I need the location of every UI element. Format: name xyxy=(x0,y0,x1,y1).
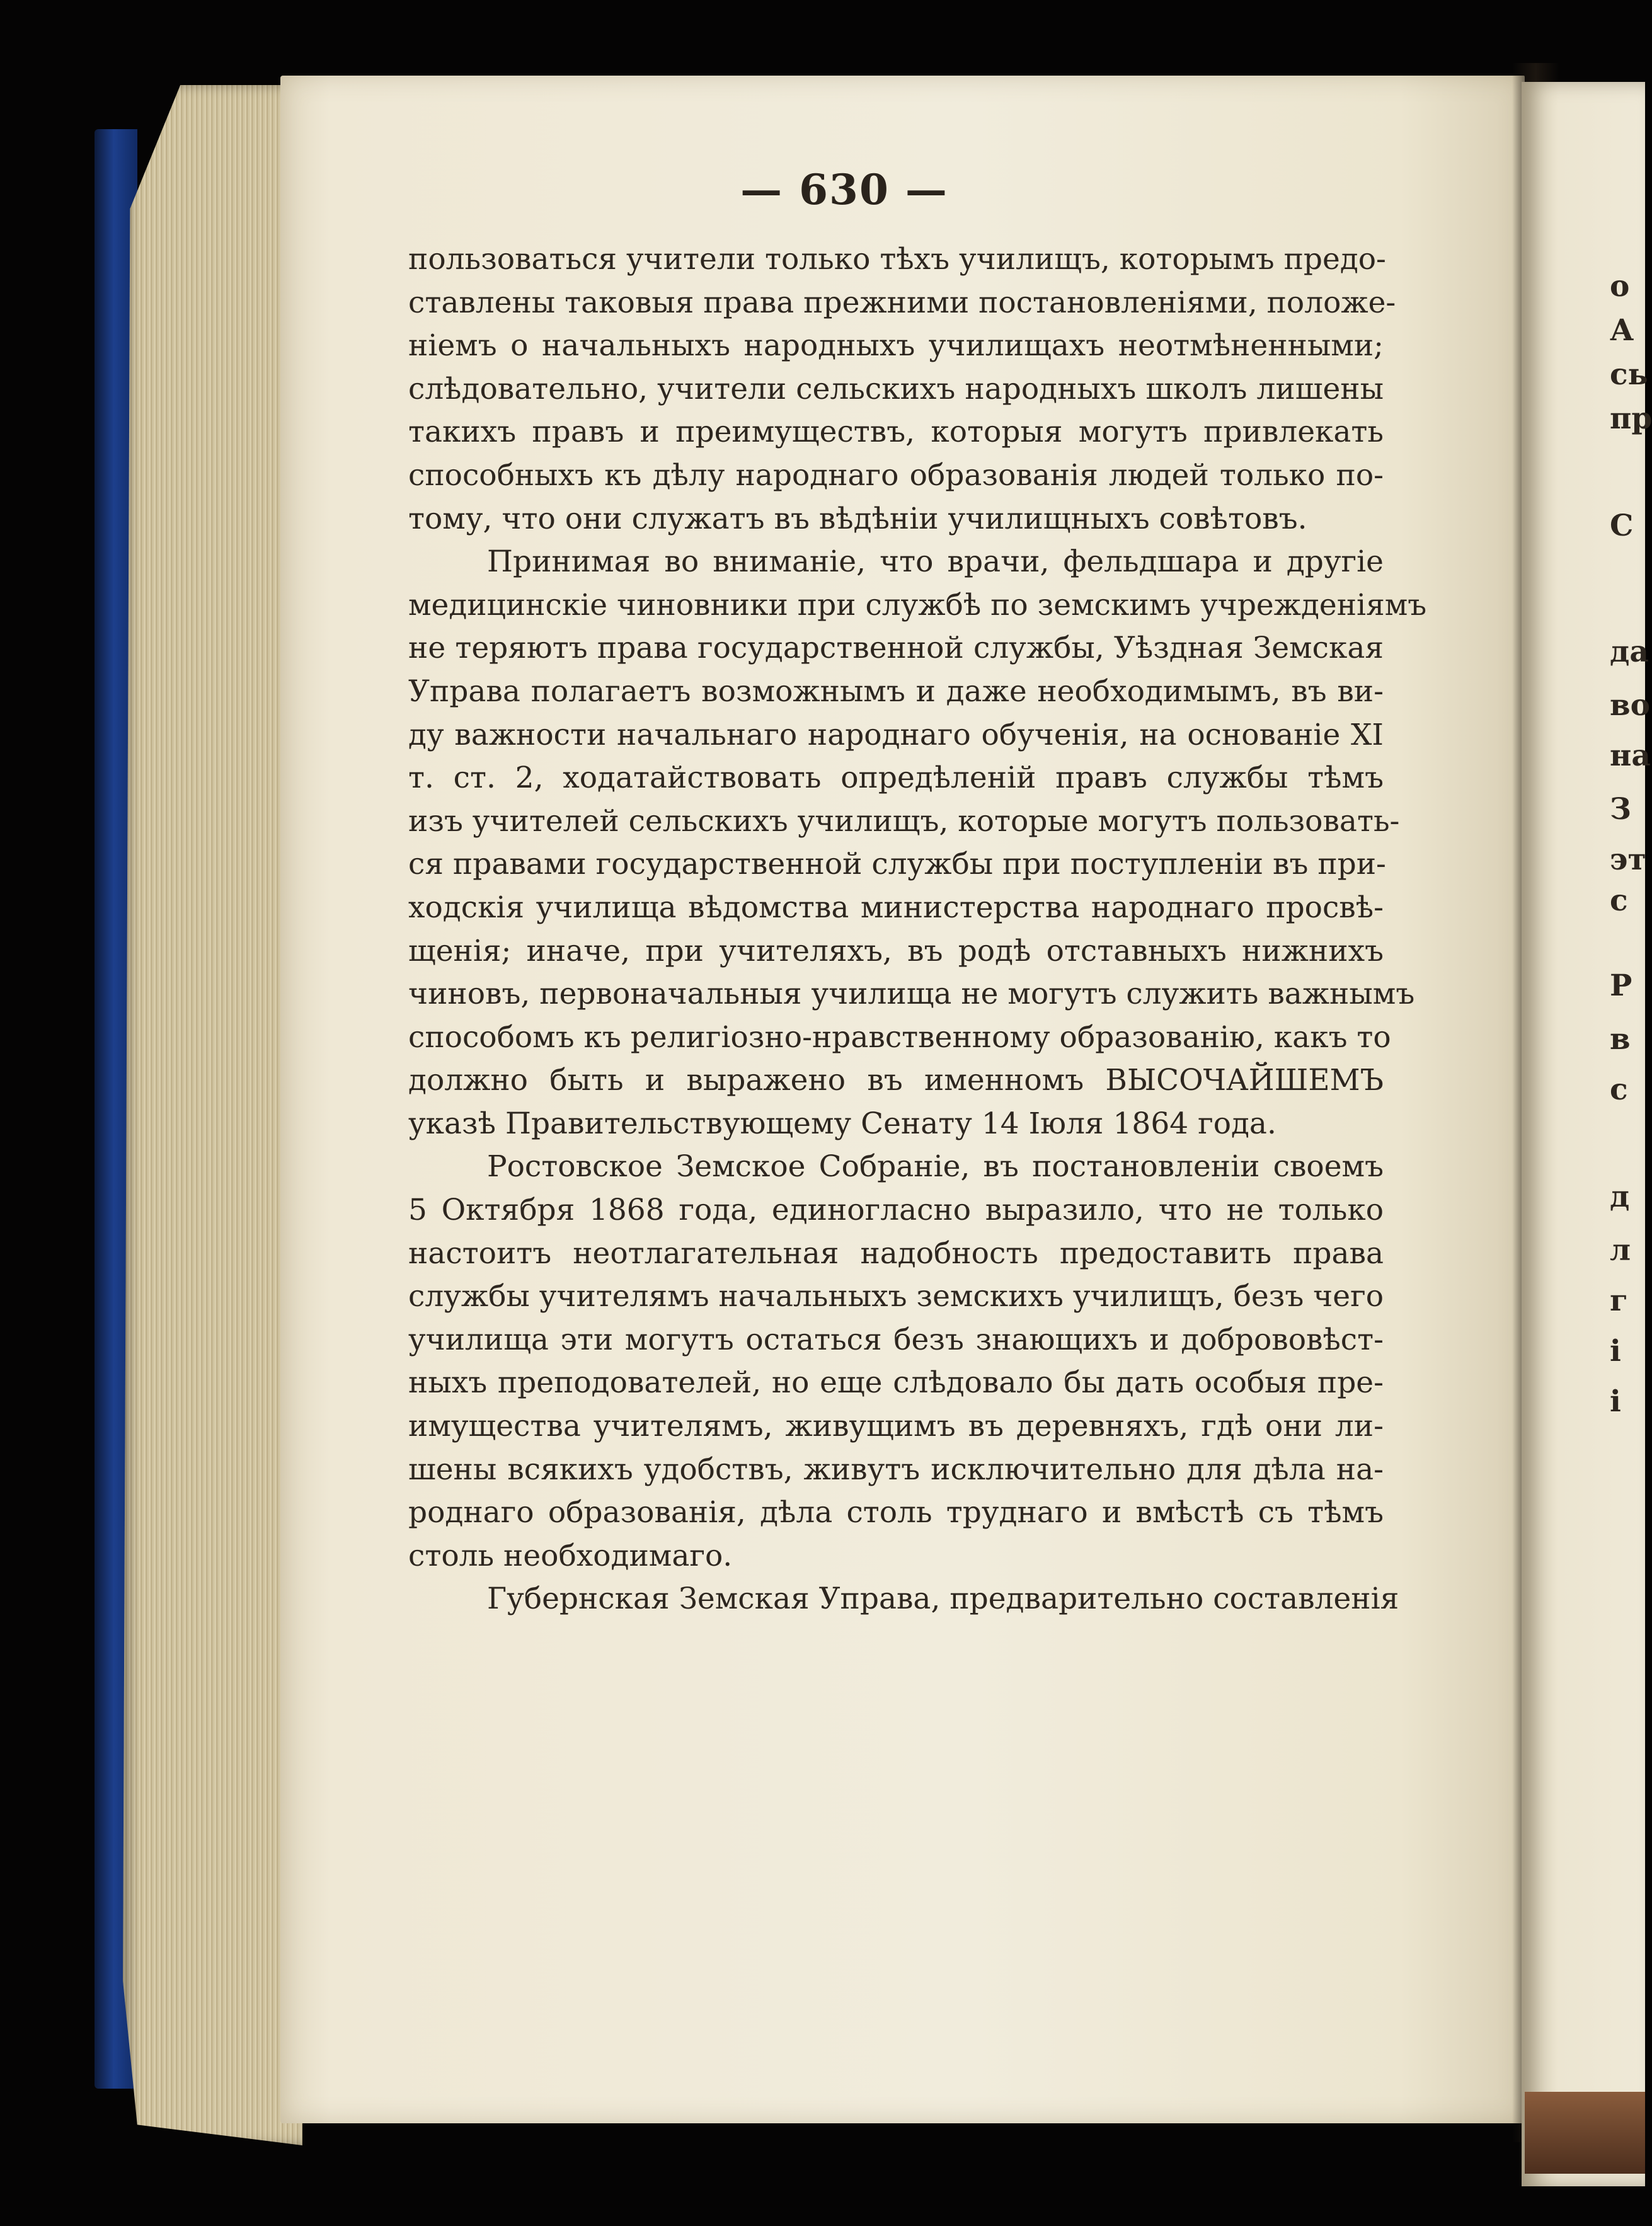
text-line: тому, что они служатъ въ вѣдѣніи училищныхъ совѣтовъ. xyxy=(408,501,1307,536)
text-line: изъ учителей сельскихъ училищъ, которые могутъ пользовать- xyxy=(408,803,1400,839)
recto-fragment: да xyxy=(1610,634,1649,669)
text-line: не теряютъ права государственной службы, Уѣздная Земская xyxy=(408,631,1384,666)
recto-fragment: с xyxy=(1610,883,1628,918)
text-line: ставлены таковыя права прежними постановленіями, положе- xyxy=(408,285,1396,320)
text-line: медицинскіе чиновники при службѣ по земскимъ учрежденіямъ xyxy=(408,587,1427,622)
recto-fragment: і xyxy=(1610,1334,1621,1368)
recto-fragment: на xyxy=(1610,738,1651,773)
page-text xyxy=(408,238,1427,1621)
recto-fragment: о xyxy=(1610,269,1630,304)
recto-fragment: А xyxy=(1610,313,1634,348)
text-line: щенія; иначе, при учителяхъ, въ родѣ отставныхъ нижнихъ xyxy=(408,933,1384,968)
recto-fragment: С xyxy=(1610,508,1634,543)
text-line: столь необходимаго. xyxy=(408,1538,733,1573)
recto-fragment: л xyxy=(1610,1233,1631,1268)
text-line: ніемъ о начальныхъ народныхъ училищахъ неотмѣненными; xyxy=(408,328,1384,364)
paragraph xyxy=(408,1578,1399,1621)
text-line: ду важности начальнаго народнаго обученія, на основаніе XI xyxy=(408,717,1384,752)
text-line: Ростовское Земское Собраніе, въ постановленіи своемъ xyxy=(487,1149,1384,1185)
text-line: должно быть и выражено въ именномъ ВЫСОЧАЙШЕМЪ xyxy=(408,1063,1384,1098)
text-line: имущества учителямъ, живущимъ въ деревняхъ, гдѣ они ли- xyxy=(408,1409,1384,1444)
text-line: слѣдовательно, учители сельскихъ народныхъ школъ лишены xyxy=(408,371,1384,406)
text-line: настоитъ неотлагательная надобность предоставить права xyxy=(408,1236,1384,1271)
text-line: 5 Октября 1868 года, единогласно выразило, что не только xyxy=(408,1193,1384,1228)
paragraph xyxy=(408,238,1396,541)
recto-fragment: г xyxy=(1610,1283,1628,1318)
recto-fragment: пр xyxy=(1610,401,1652,436)
paragraph xyxy=(408,1145,1384,1578)
recto-fragment: Р xyxy=(1610,968,1632,1003)
text-line: роднаго образованія, дѣла столь труднаго и вмѣстѣ съ тѣмъ xyxy=(408,1495,1384,1530)
paragraph xyxy=(408,541,1427,1145)
text-line: Управа полагаетъ возможнымъ и даже необходимымъ, въ ви- xyxy=(408,674,1384,709)
book-cover-corner xyxy=(1525,2092,1645,2174)
recto-fragment: З xyxy=(1610,792,1631,827)
text-line: шены всякихъ удобствъ, живутъ исключительно для дѣла на- xyxy=(408,1452,1384,1487)
recto-fragment: с xyxy=(1610,1072,1628,1107)
text-line: т. ст. 2, ходатайствовать опредѣленій правъ службы тѣмъ xyxy=(408,760,1384,796)
text-line: способомъ къ религіозно-нравственному образованію, какъ то xyxy=(408,1019,1391,1055)
recto-fragment: сь xyxy=(1610,357,1648,392)
text-line: Губернская Земская Управа, предварительно составленія xyxy=(487,1581,1399,1617)
page-block-edge xyxy=(123,85,302,2145)
text-line: указѣ Правительствующему Сенату 14 Іюля 1864 года. xyxy=(408,1106,1276,1141)
text-line: пользоваться учители только тѣхъ училищъ, которымъ предо- xyxy=(408,242,1386,277)
text-line: ходскія училища вѣдомства министерства народнаго просвѣ- xyxy=(408,890,1384,925)
text-line: такихъ правъ и преимуществъ, которыя могутъ привлекать xyxy=(408,415,1384,450)
text-line: способныхъ къ дѣлу народнаго образованія людей только по- xyxy=(408,457,1384,493)
recto-fragment: эт xyxy=(1610,842,1646,877)
page-number: — 630 — xyxy=(740,165,948,214)
text-line: чиновъ, первоначальныя училища не могутъ служить важнымъ xyxy=(408,977,1415,1012)
text-line: ся правами государственной службы при поступленіи въ при- xyxy=(408,847,1386,882)
text-line: службы учителямъ начальныхъ земскихъ училищъ, безъ чего xyxy=(408,1279,1384,1314)
recto-fragment: в xyxy=(1610,1022,1631,1057)
recto-fragment: во xyxy=(1610,688,1651,723)
recto-fragment: і xyxy=(1610,1384,1621,1419)
text-line: Принимая во вниманіе, что врачи, фельдшара и другіе xyxy=(487,544,1384,580)
text-line: училища эти могутъ остаться безъ знающихъ и добрововѣст- xyxy=(408,1322,1384,1357)
recto-fragment: д xyxy=(1610,1179,1630,1214)
text-line: ныхъ преподователей, но еще слѣдовало бы дать особыя пре- xyxy=(408,1365,1384,1401)
